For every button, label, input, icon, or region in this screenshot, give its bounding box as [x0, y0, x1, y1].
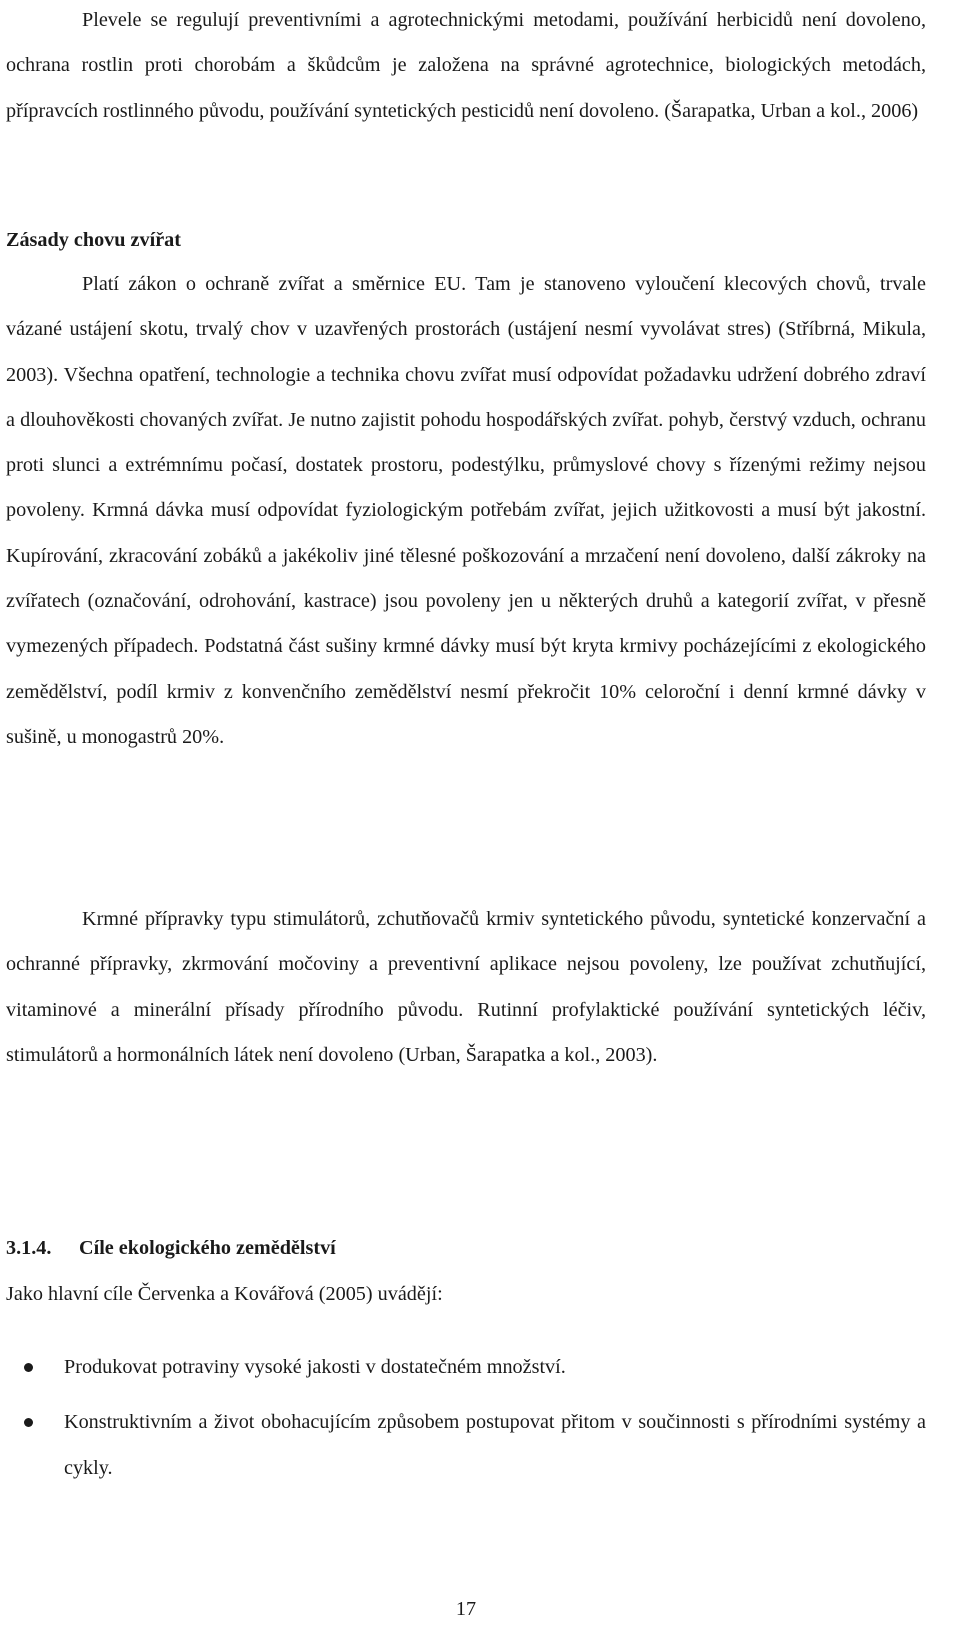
goals-intro: Jako hlavní cíle Červenka a Kovářová (2005) uvádějí:	[6, 1283, 443, 1305]
bullet-icon	[24, 1418, 33, 1427]
section-title: Cíle ekologického zemědělství	[79, 1237, 336, 1259]
bullet-icon	[24, 1363, 33, 1372]
list-item	[6, 1400, 926, 1491]
list-item-text: Produkovat potraviny vysoké jakosti v dostatečném množství.	[64, 1356, 566, 1378]
goals-list	[6, 1345, 926, 1491]
section-heading-goals	[6, 1226, 336, 1271]
paragraph-weed-control: Plevele se regulují preventivními a agrotechnickými metodami, používání herbicidů není dovoleno, ochrana rostlin proti chorobám a škůdcům je založena na správné agrotechnice, biologických metodách, přípravcích rostlinného původu, používání syntetických pesticidů není dovoleno. (Šarapatka, Urban a kol., 2006)	[6, 9, 926, 122]
section-number: 3.1.4.	[6, 1237, 52, 1259]
list-item-text: Konstruktivním a život obohacujícím způsobem postupovat přitom v součinnosti s přírodními systémy a cykly.	[64, 1411, 926, 1479]
paragraph-feed-additives: Krmné přípravky typu stimulátorů, zchutňovačů krmiv syntetického původu, syntetické konzervační a ochranné přípravky, zkrmování močoviny a preventivní aplikace nejsou povoleny, lze používat zchutňující, vitaminové a minerální přísady přírodního původu. Rutinní profylaktické používání syntetických léčiv, stimulátorů a hormonálních látek není dovoleno (Urban, Šarapatka a kol., 2003).	[6, 908, 926, 1066]
heading-animal-husbandry: Zásady chovu zvířat	[6, 229, 181, 251]
paragraph-animal-rules: Platí zákon o ochraně zvířat a směrnice EU. Tam je stanoveno vyloučení klecových chovů, trvale vázané ustájení skotu, trvalý chov v uzavřených prostorách (ustájení nesmí vyvolávat stres) (Stříbrná, Mikula, 2003). Všechna opatření, technologie a technika chovu zvířat musí odpovídat požadavku udržení dobrého zdraví a dlouhověkosti chovaných zvířat. Je nutno zajistit pohodu hospodářských zvířat. pohyb, čerstvý vzduch, ochranu proti slunci a extrémnímu počasí, dostatek prostoru, podestýlku, průmyslové chovy s řízenými režimy nejsou povoleny. Krmná dávka musí odpovídat fyziologickým potřebám zvířat, jejich užitkovosti a musí být jakostní. Kupírování, zkracování zobáků a jakékoliv jiné tělesné poškozování a mrzačení není dovoleno, další zákroky na zvířatech (označování, odrohování, kastrace) jsou povoleny jen u některých druhů a kategorií zvířat, v přesně vymezených případech. Podstatná část sušiny krmné dávky musí být kryta krmivy pocházejícími z ekologického zemědělství, podíl krmiv z konvenčního zemědělství nesmí překročit 10% celoroční i denní krmné dávky v sušině, u monogastrů 20%.	[6, 273, 926, 748]
page-number: 17	[455, 1598, 477, 1620]
list-item	[6, 1345, 926, 1390]
